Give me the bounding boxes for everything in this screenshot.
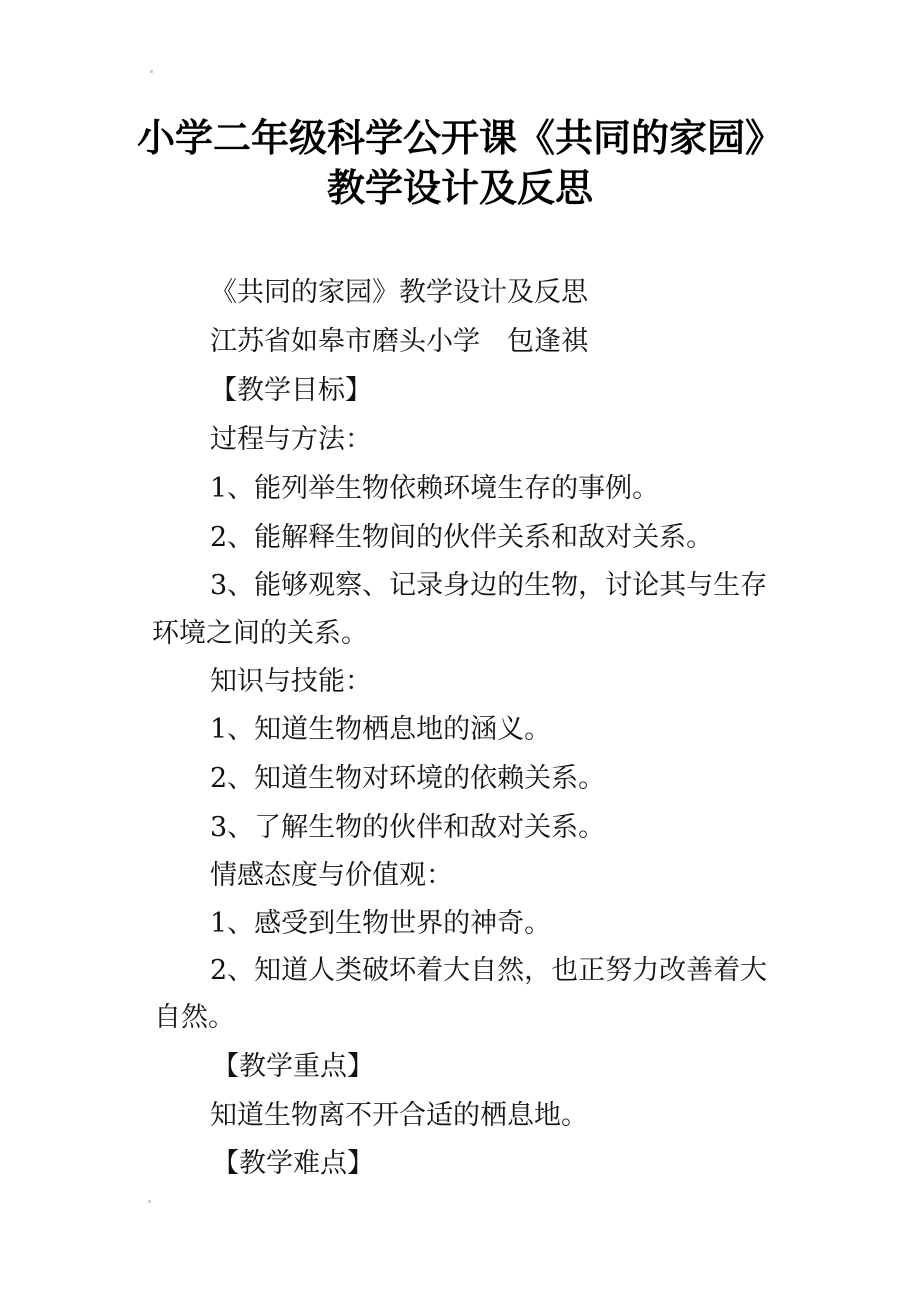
list-item: 3、了解生物的伙伴和敌对关系。 [210,812,606,843]
list-item: 1、感受到生物世界的神奇。 [210,908,552,939]
list-item-continuation: 环境之间的关系。 [152,618,368,649]
document-title-line-1: 小学二年级科学公开课《共同的家园》 [136,116,783,160]
subtitle: 《共同的家园》教学设计及反思 [210,277,588,308]
subheading-knowledge-skills: 知识与技能： [210,666,372,697]
list-item: 1、知道生物栖息地的涵义。 [210,714,552,745]
list-item: 1、能列举生物依赖环境生存的事例。 [210,473,660,504]
scan-mark-bottom [148,1200,151,1203]
section-heading-objectives: 【教学目标】 [210,375,372,406]
list-item: 2、知道人类破坏着大自然，也正努力改善着大 [210,955,768,986]
list-item: 2、知道生物对环境的依赖关系。 [210,763,606,794]
document-title-line-2: 教学设计及反思 [326,166,593,210]
subheading-emotion-values: 情感态度与价值观： [210,860,453,891]
subheading-process-method: 过程与方法： [210,424,372,455]
section-heading-difficulties: 【教学难点】 [212,1148,374,1179]
list-item: 2、能解释生物间的伙伴关系和敌对关系。 [210,522,714,553]
author-line: 江苏省如皋市磨头小学 包逢祺 [210,326,588,357]
key-point-text: 知道生物离不开合适的栖息地。 [210,1100,588,1131]
list-item-continuation: 自然。 [154,1002,235,1033]
scan-mark-top [150,70,153,73]
section-heading-key-points: 【教学重点】 [212,1051,374,1082]
list-item: 3、能够观察、记录身边的生物，讨论其与生存 [210,570,768,601]
